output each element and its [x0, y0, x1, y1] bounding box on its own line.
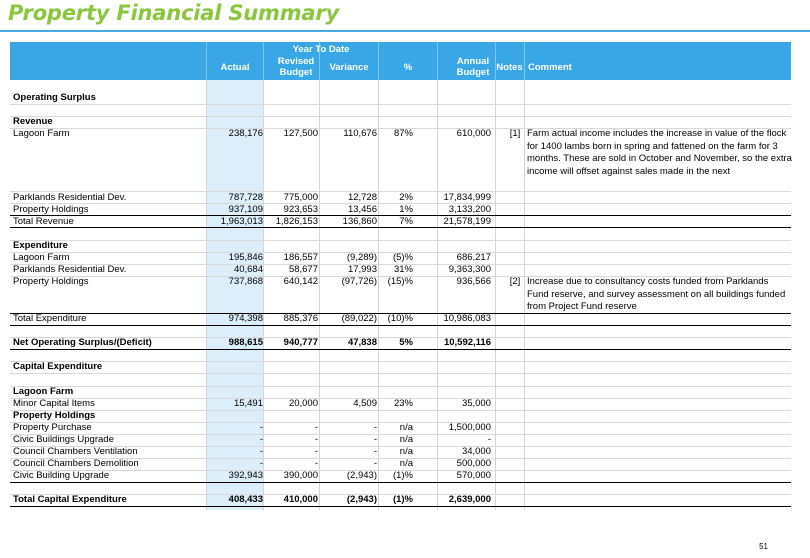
header-notes: Notes [496, 62, 523, 73]
page-title: Property Financial Summary [8, 1, 339, 25]
section-expenditure: Expenditure [13, 240, 68, 251]
comment: Increase due to consultancy costs funded from Parklands Fund reserve, and survey assessment on all buildings funded from Project Fund reserve [527, 276, 786, 312]
section-operating-surplus: Operating Surplus [13, 92, 96, 103]
table-header [10, 42, 791, 80]
table-row-minor-capital: Minor Capital Items 15,491 20,000 4,509 23% 35,000 [13, 398, 491, 409]
header-comment: Comment [528, 62, 572, 73]
header-variance: Variance [329, 62, 369, 73]
table-row-chambers-ventilation: Council Chambers Ventilation - - - n/a 34,000 [13, 446, 491, 457]
header-actual: Actual [220, 62, 250, 73]
header-year-to-date: Year To Date [292, 44, 350, 55]
section-revenue: Revenue [13, 116, 53, 127]
subsection-lagoon-farm: Lagoon Farm [13, 386, 74, 397]
header-percent: % [403, 62, 413, 73]
note-ref: [1] [509, 128, 521, 139]
table-row-revenue-lagoon-farm: Lagoon Farm 238,176 127,500 110,676 87% 610,000 [1] Farm actual income includes the increase in value of the flock for 1400 lambs born in spring and fattened on the farm for 3 months. These are sold in October and November, so the extra income will offset against sales made in the next [13, 128, 792, 177]
table-row-civic-building-upgrade: Civic Building Upgrade 392,943 390,000 (2,943) (1)% 570,000 [13, 470, 491, 481]
table-row-expenditure-property: Property Holdings 737,868 640,142 (97,726) (15)% 936,566 [2] Increase due to consultancy costs funded from Parklands Fund reserve, and survey assessment on all buildings funded from Project Fund reserve [10, 276, 791, 288]
table-row-net-operating-surplus: Net Operating Surplus/(Deficit) 988,615 940,777 47,838 5% 10,592,116 [13, 337, 491, 348]
table-row-revenue-parklands: Parklands Residential Dev. 787,728 775,000 12,728 2% 17,834,999 [13, 192, 491, 203]
table-row-property-purchase: Property Purchase - - - n/a 1,500,000 [13, 422, 491, 433]
table-row-civic-buildings-upgrade: Civic Buildings Upgrade - - - n/a - [13, 434, 491, 445]
table-row-revenue-property: Property Holdings 937,109 923,653 13,456 1% 3,133,200 [13, 204, 491, 215]
note-ref: [2] [509, 276, 521, 287]
header-revised-budget: Revised Budget [277, 56, 315, 78]
table-row-total-revenue: Total Revenue 1,963,013 1,826,153 136,860 7% 21,578,199 [13, 216, 491, 227]
table-row-expenditure-lagoon-farm: Lagoon Farm 195,846 186,557 (9,289) (5)% 686,217 [13, 252, 491, 263]
section-capital-expenditure: Capital Expenditure [13, 361, 103, 372]
subsection-property-holdings: Property Holdings [13, 410, 96, 421]
table-row-expenditure-parklands: Parklands Residential Dev. 40,684 58,677 17,993 31% 9,363,300 [13, 264, 491, 275]
page-number: 51 [759, 542, 768, 551]
table-row-chambers-demolition: Council Chambers Demolition - - - n/a 500,000 [13, 458, 491, 469]
header-annual-budget: Annual Budget [456, 56, 490, 78]
title-underline [0, 30, 810, 32]
table-row-total-capital-expenditure: Total Capital Expenditure 408,433 410,000 (2,943) (1)% 2,639,000 [13, 494, 491, 505]
table-row-total-expenditure: Total Expenditure 974,398 885,376 (89,022) (10)% 10,986,083 [13, 313, 491, 324]
comment: Farm actual income includes the increase in value of the flock for 1400 lambs born in spring and fattened on the farm for 3 months. These are sold in October and November, so the extra income will offset against sales made in the next [527, 128, 792, 177]
